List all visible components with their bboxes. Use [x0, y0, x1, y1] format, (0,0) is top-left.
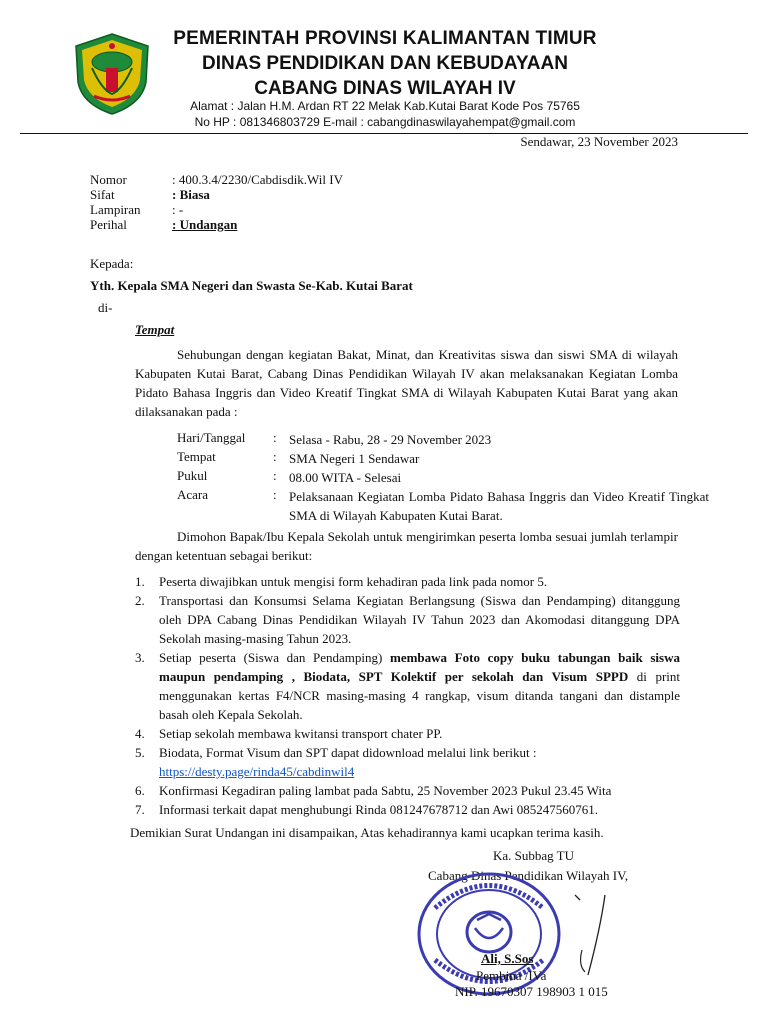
list-item — [135, 572, 680, 591]
meta-value: : Undangan — [172, 217, 238, 232]
detail-colon: : — [273, 487, 277, 502]
event-details — [177, 430, 709, 523]
list-number: 1. — [135, 574, 145, 589]
meta-label: Lampiran — [90, 202, 141, 217]
detail-value: Selasa - Rabu, 28 - 29 November 2023 — [289, 432, 492, 447]
detail-colon: : — [273, 468, 277, 483]
meta-value: : 400.3.4/2230/Cabdisdik.Wil IV — [172, 172, 343, 187]
meta-label: Sifat — [90, 187, 115, 202]
recipient-name: Yth. Kepala SMA Negeri dan Swasta Se-Kab. Kutai Barat — [90, 278, 413, 293]
list-number: 6. — [135, 783, 145, 798]
list-number: 3. — [135, 650, 145, 665]
list-number: 4. — [135, 726, 145, 741]
paragraph-intro: Sehubungan dengan kegiatan Bakat, Minat, dan Kreativitas siswa dan siswi SMA di wilayah Kabupaten Kutai Barat, Cabang Dinas Pendidikan Wilayah IV akan melaksanakan Kegiatan Lomba Pidato Bahasa Inggris dan Video Kreatif Tingkat SMA di Wilayah Kabupaten Kutai Barat yang akan dilaksanakan pada : — [135, 347, 678, 419]
list-item — [135, 800, 680, 819]
list-number: 2. — [135, 593, 145, 608]
list-text: Setiap peserta (Siswa dan Pendamping) — [159, 650, 390, 665]
detail-colon: : — [273, 430, 277, 445]
list-text: Peserta diwajibkan untuk mengisi form kehadiran pada link pada nomor 5. — [159, 574, 548, 589]
recipient-di: di- — [98, 300, 113, 315]
list-text: di print menggunakan kertas F4/NCR masing-masing 4 rangkap, visum ditanda tangani dan distample basah oleh Kepala Sekolah. — [159, 669, 680, 722]
list-text-bold: membawa Foto copy buku tabungan baik siswa maupun pendamping , Biodata, SPT Kolektif per sekolah dan Visum SPPD — [159, 650, 680, 684]
signatory-rank: Pembina /IVa — [476, 968, 547, 983]
detail-colon: : — [273, 449, 277, 464]
meta-lampiran — [90, 202, 183, 218]
recipient-tempat: Tempat — [135, 322, 175, 337]
meta-label: Nomor — [90, 172, 127, 187]
list-item — [135, 648, 680, 724]
list-item — [135, 591, 680, 648]
meta-nomor — [90, 172, 343, 188]
detail-value: 08.00 WITA - Selesai — [289, 470, 402, 485]
list-text: Transportasi dan Konsumsi Selama Kegiatan Berlangsung (Siswa dan Pendamping) ditanggung oleh DPA Cabang Dinas Pendidikan Wilayah IV Tahun 2023 dan Akomodasi ditanggung DPA Sekolah masing-masing Tahun 2023. — [159, 593, 680, 646]
list-item — [135, 724, 680, 743]
letter-date: Sendawar, 23 November 2023 — [520, 134, 678, 149]
handwritten-signature — [560, 890, 620, 980]
list-item — [135, 743, 680, 781]
detail-key: Acara — [177, 487, 209, 502]
meta-perihal — [90, 217, 237, 233]
header-line-2: DINAS PENDIDIKAN DAN KEBUDAYAAN — [202, 53, 568, 74]
meta-label: Perihal — [90, 217, 127, 232]
meta-value: : Biasa — [172, 187, 210, 202]
list-text: Informasi terkait dapat menghubungi Rinda 081247678712 dan Awi 085247560761. — [159, 802, 598, 817]
closing-text: Demikian Surat Undangan ini disampaikan, Atas kehadirannya kami ucapkan terima kasih. — [130, 825, 604, 840]
provincial-emblem-logo — [72, 32, 152, 116]
meta-sifat — [90, 187, 210, 203]
header-line-1: PEMERINTAH PROVINSI KALIMANTAN TIMUR — [173, 28, 597, 49]
list-text: Biodata, Format Visum dan SPT dapat didownload melalui link berikut : — [159, 745, 537, 760]
list-text: Konfirmasi Kegadiran paling lambat pada Sabtu, 25 November 2023 Pukul 23.45 Wita — [159, 783, 612, 798]
signatory-name: Ali, S.Sos — [481, 951, 534, 966]
meta-value: : - — [172, 202, 184, 217]
detail-value: Pelaksanaan Kegiatan Lomba Pidato Bahasa Inggris dan Video Kreatif Tingkat SMA di Wilayah Kabupaten Kutai Barat. — [289, 489, 709, 523]
header-line-3: CABANG DINAS WILAYAH IV — [254, 78, 516, 99]
detail-key: Hari/Tanggal — [177, 430, 246, 445]
requirements-list — [135, 572, 680, 819]
detail-value: SMA Negeri 1 Sendawar — [289, 451, 420, 466]
header-address: Alamat : Jalan H.M. Ardan RT 22 Melak Kab.Kutai Barat Kode Pos 75765 — [190, 99, 580, 113]
header-contact: No HP : 081346803729 E-mail : cabangdinaswilayahempat@gmail.com — [194, 115, 576, 129]
list-text: Setiap sekolah membawa kwitansi transport chater PP. — [159, 726, 443, 741]
signature-title-1: Ka. Subbag TU — [493, 848, 575, 863]
download-link[interactable]: https://desty.page/rinda45/cabdinwil4 — [159, 764, 355, 779]
list-number: 5. — [135, 745, 145, 760]
paragraph-request: Dimohon Bapak/Ibu Kepala Sekolah untuk mengirimkan peserta lomba sesuai jumlah terlampir dengan ketentuan sebagai berikut: — [135, 529, 678, 563]
detail-key: Tempat — [177, 449, 216, 464]
detail-key: Pukul — [177, 468, 208, 483]
signature-title-2: Cabang Dinas Pendidikan Wilayah IV, — [428, 868, 629, 883]
recipient-kepada: Kepada: — [90, 256, 134, 271]
signatory-nip: NIP. 19670307 198903 1 015 — [455, 984, 608, 999]
list-number: 7. — [135, 802, 145, 817]
list-item — [135, 781, 680, 800]
